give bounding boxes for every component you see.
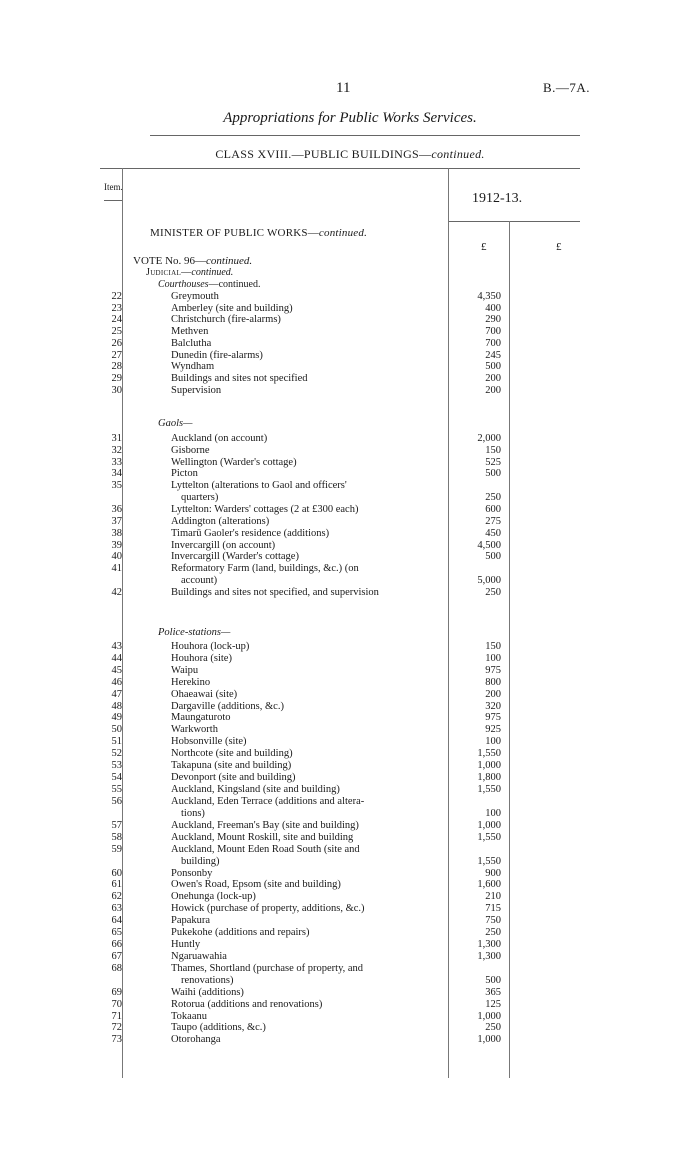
item-description: Gisborne bbox=[171, 445, 210, 456]
item-number: 58 bbox=[111, 831, 122, 843]
item-number: 71 bbox=[111, 1010, 122, 1022]
item-number: 69 bbox=[111, 986, 122, 998]
table-row bbox=[0, 665, 700, 677]
courthouses-heading-continued: —continued. bbox=[208, 279, 261, 290]
item-number: 24 bbox=[111, 314, 122, 326]
item-amount: 600 bbox=[485, 504, 501, 516]
minister-heading-text: MINISTER OF PUBLIC WORKS— bbox=[150, 227, 319, 239]
title-rule bbox=[150, 135, 580, 136]
item-number: 56 bbox=[111, 795, 122, 807]
vote-heading bbox=[133, 255, 252, 267]
item-number: 45 bbox=[111, 664, 122, 676]
item-description-continued: account) bbox=[181, 574, 218, 586]
item-amount: 100 bbox=[485, 807, 501, 819]
item-description: Devonport (site and building) bbox=[171, 771, 296, 783]
item-number: 26 bbox=[111, 337, 122, 349]
item-description: Hobsonville (site) bbox=[171, 736, 247, 748]
item-description: Dunedin (fire-alarms) bbox=[171, 349, 263, 361]
judicial-heading bbox=[146, 267, 233, 278]
item-number: 49 bbox=[111, 712, 122, 724]
item-amount: 700 bbox=[485, 326, 501, 338]
item-amount: 500 bbox=[485, 974, 501, 986]
table-row bbox=[0, 760, 700, 772]
item-number: 62 bbox=[111, 891, 122, 903]
item-amount: 2,000 bbox=[477, 433, 501, 444]
vote-heading-continued: continued. bbox=[206, 255, 253, 267]
item-description: Invercargill (Warder's cottage) bbox=[171, 551, 299, 563]
page-number: 11 bbox=[336, 80, 351, 96]
item-description: Ohaeawai (site) bbox=[171, 688, 238, 700]
table-row bbox=[0, 712, 700, 724]
item-description: Waihi (additions) bbox=[171, 986, 244, 998]
item-amount: 250 bbox=[485, 927, 501, 938]
table-row bbox=[0, 338, 700, 350]
table-row bbox=[0, 748, 700, 760]
courthouses-heading bbox=[158, 279, 261, 290]
item-description: Maungaturoto bbox=[171, 712, 231, 724]
item-amount: 750 bbox=[485, 915, 501, 927]
table-row bbox=[0, 724, 700, 736]
item-description: Thames, Shortland (purchase of property, and bbox=[171, 962, 364, 974]
table-row bbox=[0, 951, 700, 963]
item-description: Auckland, Mount Eden Road South (site and bbox=[171, 843, 360, 855]
year-header-rule bbox=[448, 221, 580, 222]
item-description: Pukekohe (additions and repairs) bbox=[171, 927, 310, 938]
item-amount: 715 bbox=[485, 903, 501, 915]
table-row bbox=[0, 551, 700, 563]
item-description: Buildings and sites not specified, and supervision bbox=[171, 587, 379, 599]
item-number: 66 bbox=[111, 938, 122, 950]
item-number: 33 bbox=[111, 456, 122, 468]
item-description: Auckland (on account) bbox=[171, 433, 268, 444]
item-number: 43 bbox=[111, 641, 122, 652]
item-description: Tokaanu bbox=[171, 1010, 208, 1022]
item-description: Dargaville (additions, &c.) bbox=[171, 700, 284, 712]
item-amount: 4,350 bbox=[477, 291, 501, 302]
item-description: Lyttelton (alterations to Gaol and officers' bbox=[171, 480, 347, 492]
table-row bbox=[0, 772, 700, 784]
item-amount: 275 bbox=[485, 516, 501, 528]
table-row bbox=[0, 433, 700, 445]
table-row bbox=[0, 445, 700, 457]
item-amount: 1,800 bbox=[477, 771, 501, 783]
table-row bbox=[0, 504, 700, 516]
item-column-header: Item. bbox=[104, 182, 123, 192]
item-number: 46 bbox=[111, 676, 122, 688]
item-amount: 1,300 bbox=[477, 938, 501, 950]
item-amount: 245 bbox=[485, 349, 501, 361]
item-number: 53 bbox=[111, 760, 122, 771]
table-row bbox=[0, 373, 700, 385]
table-row bbox=[0, 1034, 700, 1046]
table-row bbox=[0, 326, 700, 338]
item-description: Invercargill (on account) bbox=[171, 539, 276, 551]
table-top-rule bbox=[100, 168, 580, 169]
item-description: Herekino bbox=[171, 676, 211, 688]
item-number: 54 bbox=[111, 771, 122, 783]
item-amount: 250 bbox=[485, 1022, 501, 1034]
table-row bbox=[0, 820, 700, 832]
item-number: 65 bbox=[111, 927, 122, 938]
table-row bbox=[0, 868, 700, 880]
item-amount: 290 bbox=[485, 314, 501, 326]
item-description: Wyndham bbox=[171, 361, 215, 373]
item-number: 57 bbox=[111, 819, 122, 831]
item-amount: 500 bbox=[485, 468, 501, 480]
document-reference: B.—7A. bbox=[542, 80, 590, 95]
item-description: Timarū Gaoler's residence (additions) bbox=[171, 527, 330, 539]
item-description: Taupo (additions, &c.) bbox=[171, 1022, 266, 1034]
item-amount: 975 bbox=[485, 664, 501, 676]
item-number: 59 bbox=[111, 843, 122, 855]
item-number: 29 bbox=[111, 372, 122, 384]
judicial-heading-text: Judicial— bbox=[146, 267, 192, 278]
item-amount: 200 bbox=[485, 688, 501, 700]
item-description: Owen's Road, Epsom (site and building) bbox=[171, 879, 341, 891]
item-number: 60 bbox=[111, 867, 122, 879]
table-row bbox=[0, 879, 700, 891]
item-description: Picton bbox=[171, 468, 198, 480]
item-amount: 1,000 bbox=[477, 1034, 501, 1046]
item-amount: 250 bbox=[485, 492, 501, 504]
item-amount: 1,000 bbox=[477, 760, 501, 771]
item-amount: 1,600 bbox=[477, 879, 501, 891]
item-description: Waipu bbox=[171, 664, 199, 676]
item-number: 51 bbox=[111, 736, 122, 748]
item-number: 23 bbox=[111, 302, 122, 314]
table-row bbox=[0, 1022, 700, 1034]
item-description: Addington (alterations) bbox=[171, 516, 270, 528]
item-description-continued: quarters) bbox=[181, 492, 219, 504]
table-row bbox=[0, 689, 700, 701]
item-number: 40 bbox=[111, 551, 122, 563]
item-amount: 400 bbox=[485, 302, 501, 314]
item-number: 41 bbox=[111, 562, 122, 574]
table-row bbox=[0, 468, 700, 480]
police-stations-heading: Police-stations— bbox=[158, 627, 231, 638]
item-amount: 100 bbox=[485, 736, 501, 748]
item-number: 72 bbox=[111, 1022, 122, 1034]
item-number: 22 bbox=[111, 291, 122, 302]
class-heading-text: CLASS XVIII.—PUBLIC BUILDINGS— bbox=[215, 147, 432, 161]
item-description: Auckland, Eden Terrace (additions and altera- bbox=[171, 795, 365, 807]
item-number: 35 bbox=[111, 480, 122, 492]
table-row bbox=[0, 653, 700, 665]
item-description: Northcote (site and building) bbox=[171, 748, 293, 760]
item-number: 52 bbox=[111, 748, 122, 760]
item-amount: 800 bbox=[485, 676, 501, 688]
table-row bbox=[0, 784, 700, 796]
table-row bbox=[0, 361, 700, 373]
item-amount: 365 bbox=[485, 986, 501, 998]
item-description: Huntly bbox=[171, 938, 201, 950]
item-description-continued: building) bbox=[181, 855, 220, 867]
item-amount: 1,550 bbox=[477, 783, 501, 795]
item-amount: 210 bbox=[485, 891, 501, 903]
item-number: 47 bbox=[111, 688, 122, 700]
item-amount: 1,000 bbox=[477, 819, 501, 831]
table-row bbox=[0, 701, 700, 713]
item-amount: 200 bbox=[485, 384, 501, 396]
item-amount: 150 bbox=[485, 641, 501, 652]
judicial-heading-continued: continued. bbox=[191, 267, 234, 278]
table-row bbox=[0, 457, 700, 469]
item-number: 67 bbox=[111, 950, 122, 962]
item-number: 25 bbox=[111, 326, 122, 338]
item-number: 55 bbox=[111, 783, 122, 795]
item-description: Amberley (site and building) bbox=[171, 302, 293, 314]
minister-heading bbox=[150, 227, 367, 239]
item-description: Auckland, Freeman's Bay (site and building) bbox=[171, 819, 359, 831]
item-amount: 200 bbox=[485, 372, 501, 384]
item-number: 42 bbox=[111, 587, 122, 599]
item-amount: 100 bbox=[485, 652, 501, 664]
item-amount: 250 bbox=[485, 587, 501, 599]
item-description: Christchurch (fire-alarms) bbox=[171, 314, 281, 326]
item-number: 68 bbox=[111, 962, 122, 974]
item-number: 28 bbox=[111, 361, 122, 373]
table-row bbox=[0, 832, 700, 844]
item-amount: 975 bbox=[485, 712, 501, 724]
table-row bbox=[0, 314, 700, 326]
item-amount: 1,000 bbox=[477, 1010, 501, 1022]
item-description: Auckland, Kingsland (site and building) bbox=[171, 783, 340, 795]
item-description: Buildings and sites not specified bbox=[171, 372, 308, 384]
table-row bbox=[0, 891, 700, 903]
table-row bbox=[0, 562, 700, 586]
item-number: 34 bbox=[111, 468, 122, 480]
table-row bbox=[0, 480, 700, 504]
item-number: 63 bbox=[111, 903, 122, 915]
item-number: 39 bbox=[111, 539, 122, 551]
item-amount: 925 bbox=[485, 724, 501, 736]
item-number: 50 bbox=[111, 724, 122, 736]
table-row bbox=[0, 999, 700, 1011]
currency-symbol-total: £ bbox=[556, 241, 562, 253]
item-description: Howick (purchase of property, additions, &c.) bbox=[171, 903, 365, 915]
item-number: 61 bbox=[111, 879, 122, 891]
table-row bbox=[0, 927, 700, 939]
item-amount: 1,550 bbox=[477, 855, 501, 867]
item-number: 32 bbox=[111, 445, 122, 456]
table-row bbox=[0, 962, 700, 986]
table-row bbox=[0, 540, 700, 552]
item-number: 27 bbox=[111, 349, 122, 361]
item-number: 36 bbox=[111, 504, 122, 516]
item-description: Rotorua (additions and renovations) bbox=[171, 998, 323, 1010]
item-amount: 320 bbox=[485, 700, 501, 712]
item-amount: 1,550 bbox=[477, 831, 501, 843]
table-row bbox=[0, 516, 700, 528]
item-description-continued: tions) bbox=[181, 807, 205, 819]
table-row bbox=[0, 641, 700, 653]
item-number: 38 bbox=[111, 527, 122, 539]
table-row bbox=[0, 987, 700, 999]
item-description: Otorohanga bbox=[171, 1034, 221, 1046]
minister-heading-continued: continued. bbox=[318, 227, 368, 239]
table-row bbox=[0, 795, 700, 819]
table-row bbox=[0, 677, 700, 689]
table-row bbox=[0, 1011, 700, 1023]
item-description: Methven bbox=[171, 326, 209, 338]
item-description: Papakura bbox=[171, 915, 211, 927]
table-row bbox=[0, 303, 700, 315]
table-row bbox=[0, 915, 700, 927]
item-number: 64 bbox=[111, 915, 122, 927]
item-amount: 5,000 bbox=[477, 574, 501, 586]
table-row bbox=[0, 587, 700, 599]
item-amount: 1,300 bbox=[477, 950, 501, 962]
item-amount: 700 bbox=[485, 337, 501, 349]
item-description: Takapuna (site and building) bbox=[171, 760, 292, 771]
item-description: Lyttelton: Warders' cottages (2 at £300 each) bbox=[171, 504, 359, 516]
courthouses-heading-text: Courthouses bbox=[158, 279, 209, 290]
year-column-header: 1912-13. bbox=[472, 191, 523, 206]
item-number: 37 bbox=[111, 516, 122, 528]
item-description: Houhora (lock-up) bbox=[171, 641, 250, 652]
item-amount: 125 bbox=[485, 998, 501, 1010]
item-description-continued: renovations) bbox=[181, 974, 234, 986]
currency-symbol-amount: £ bbox=[481, 241, 487, 253]
item-description: Reformatory Farm (land, buildings, &c.) (on bbox=[171, 562, 359, 574]
item-description: Balclutha bbox=[171, 337, 212, 349]
item-number: 30 bbox=[111, 384, 122, 396]
item-amount: 500 bbox=[485, 361, 501, 373]
item-number: 73 bbox=[111, 1034, 122, 1046]
item-number: 70 bbox=[111, 998, 122, 1010]
item-amount: 450 bbox=[485, 527, 501, 539]
item-description: Onehunga (lock-up) bbox=[171, 891, 256, 903]
table-row bbox=[0, 350, 700, 362]
item-description: Ngaruawahia bbox=[171, 950, 227, 962]
item-description: Supervision bbox=[171, 384, 222, 396]
vote-heading-text: VOTE No. 96— bbox=[133, 255, 207, 267]
item-amount: 150 bbox=[485, 445, 501, 456]
table-row bbox=[0, 528, 700, 540]
item-number: 44 bbox=[111, 652, 122, 664]
item-amount: 1,550 bbox=[477, 748, 501, 760]
item-amount: 4,500 bbox=[477, 539, 501, 551]
item-number: 48 bbox=[111, 700, 122, 712]
table-row bbox=[0, 939, 700, 951]
class-heading bbox=[0, 147, 700, 162]
item-number: 31 bbox=[111, 433, 122, 444]
item-description: Ponsonby bbox=[171, 867, 213, 879]
item-amount: 525 bbox=[485, 456, 501, 468]
item-amount: 500 bbox=[485, 551, 501, 563]
class-heading-continued: continued. bbox=[431, 147, 485, 161]
table-row bbox=[0, 736, 700, 748]
item-header-rule bbox=[104, 200, 122, 201]
table-row bbox=[0, 291, 700, 303]
item-description: Auckland, Mount Roskill, site and building bbox=[171, 831, 354, 843]
gaols-heading: Gaols— bbox=[158, 418, 193, 429]
item-description: Houhora (site) bbox=[171, 652, 232, 664]
item-amount: 900 bbox=[485, 867, 501, 879]
table-row bbox=[0, 843, 700, 867]
table-row bbox=[0, 385, 700, 397]
table-row bbox=[0, 903, 700, 915]
page-title: Appropriations for Public Works Services. bbox=[223, 110, 477, 126]
item-description: Wellington (Warder's cottage) bbox=[171, 456, 297, 468]
item-description: Greymouth bbox=[171, 291, 219, 302]
item-description: Warkworth bbox=[171, 724, 218, 736]
